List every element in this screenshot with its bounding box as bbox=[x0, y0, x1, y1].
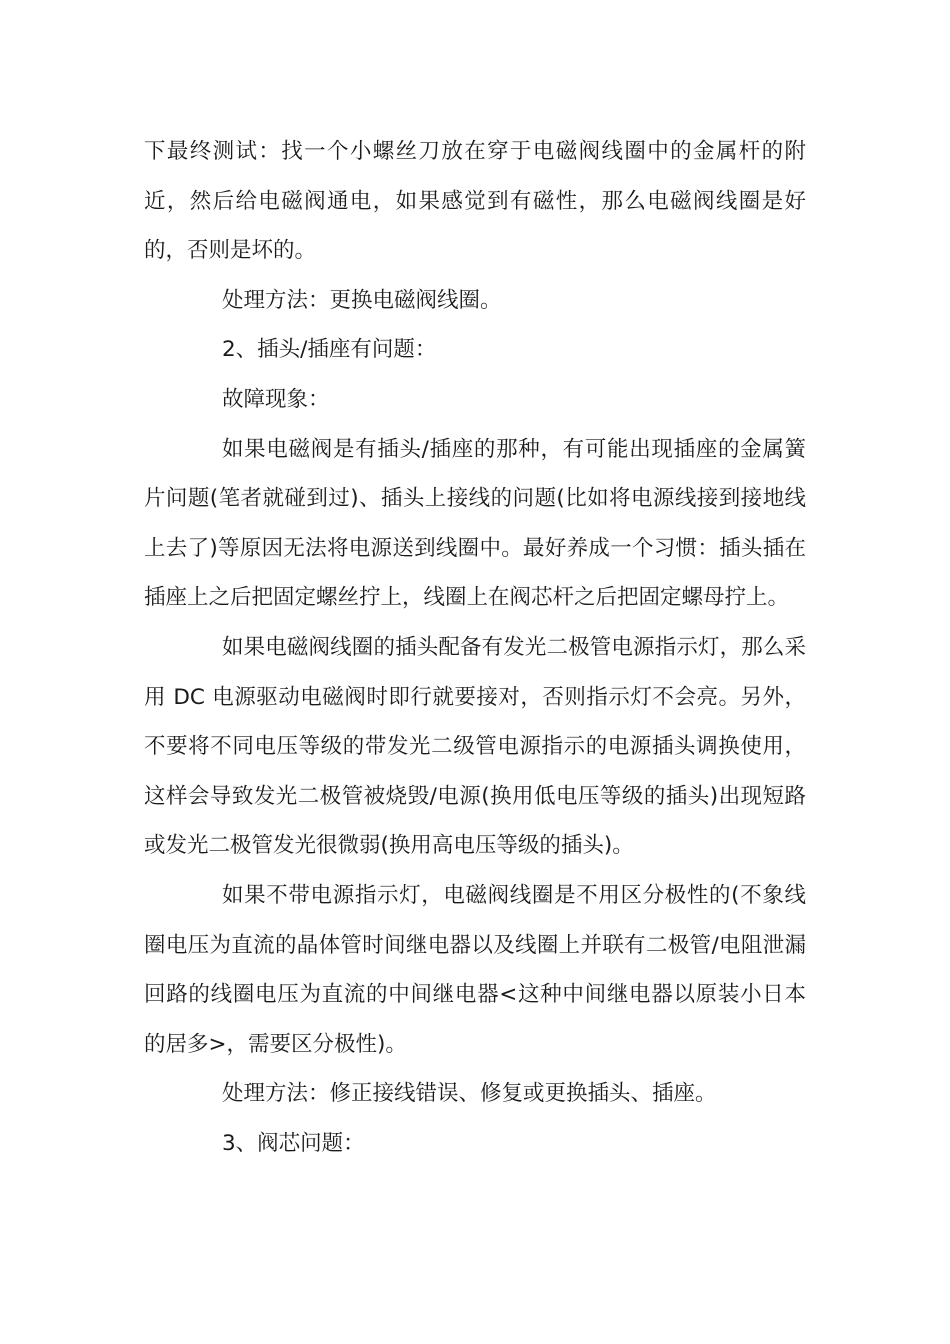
paragraph-treatment-coil: 处理方法：更换电磁阀线圈。 bbox=[222, 287, 502, 313]
section-heading-plug-socket: 2、插头/插座有问题： bbox=[222, 337, 437, 363]
paragraph-polarity: 如果不带电源指示灯，电磁阀线圈是不用区分极性的(不象线圈电压为直流的晶体管时间继电器以及线圈上并联有二极管/电阻泄漏回路的线圈电压为直流的中间继电器<这种中间继电器以原装小日本的居多>，需要区分极性)。 bbox=[144, 882, 806, 1057]
paragraph-led-indicator: 如果电磁阀线圈的插头配备有发光二极管电源指示灯，那么采用 DC 电源驱动电磁阀时即行就要接对，否则指示灯不会亮。另外，不要将不同电压等级的带发光二级管电源指示的电源插头调换使用，这样会导致发光二极管被烧毁/电源(换用低电压等级的插头)出现短路或发光二极管发光很微弱(换用高电压等级的插头)。 bbox=[144, 634, 806, 859]
section-heading-valve-core: 3、阀芯问题： bbox=[222, 1130, 365, 1156]
paragraph-final-test: 下最终测试：找一个小螺丝刀放在穿于电磁阀线圈中的金属杆的附近，然后给电磁阀通电，如果感觉到有磁性，那么电磁阀线圈是好的，否则是坏的。 bbox=[144, 139, 806, 264]
paragraph-fault-phenomenon: 故障现象： bbox=[222, 386, 330, 412]
paragraph-plug-socket-problem: 如果电磁阀是有插头/插座的那种，有可能出现插座的金属簧片问题(笔者就碰到过)、插头上接线的问题(比如将电源线接到接地线上去了)等原因无法将电源送到线圈中。最好养成一个习惯：插头插在插座上之后把固定螺丝拧上，线圈上在阀芯杆之后把固定螺母拧上。 bbox=[144, 436, 806, 611]
document-body bbox=[144, 127, 806, 1168]
paragraph-treatment-plug: 处理方法：修正接线错误、修复或更换插头、插座。 bbox=[222, 1081, 717, 1107]
